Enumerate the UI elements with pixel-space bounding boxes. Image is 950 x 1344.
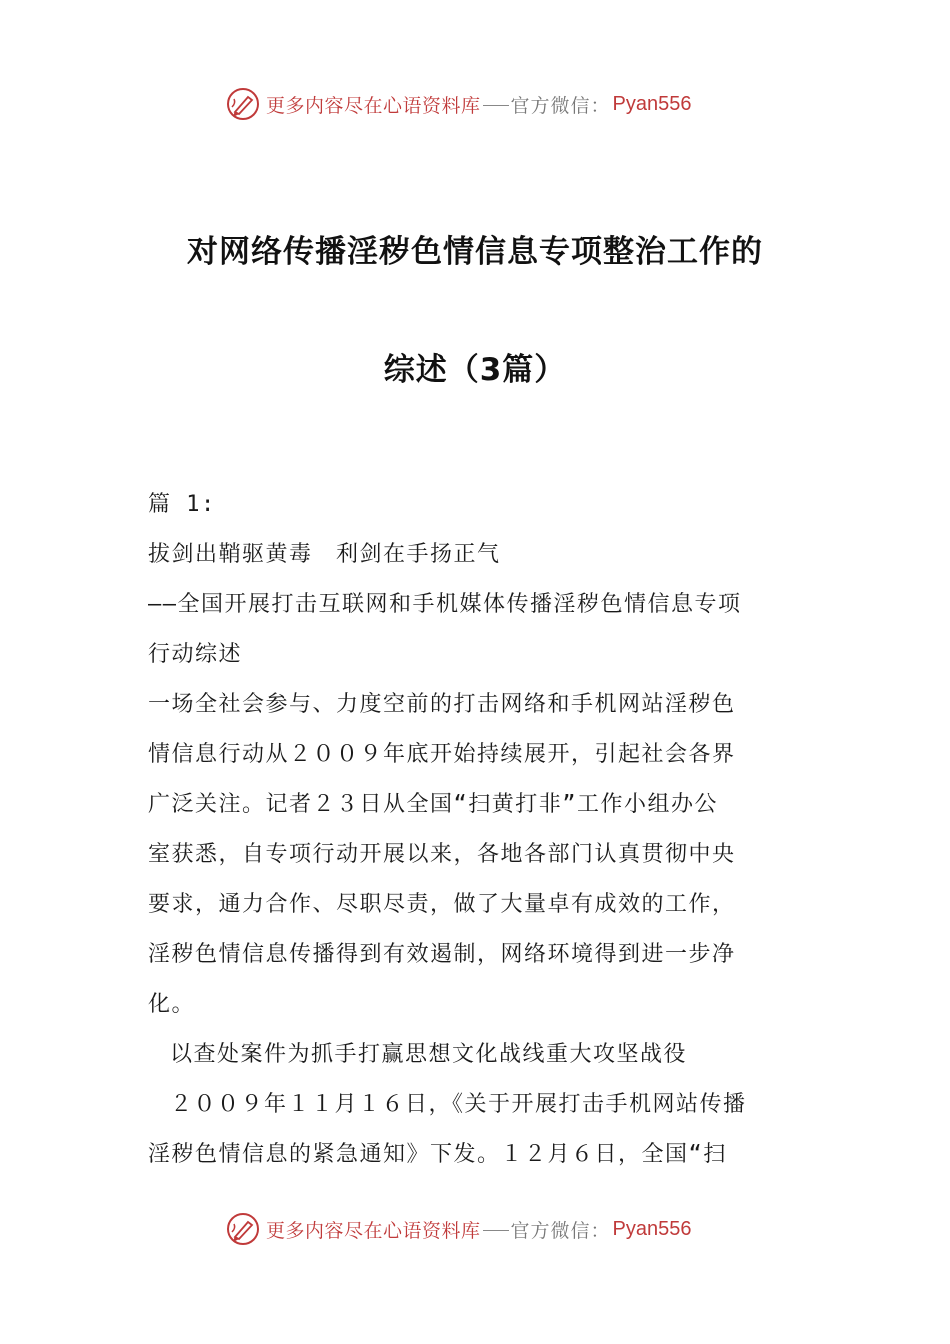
pen-logo-icon: [226, 87, 260, 121]
banner-dash-divider: [483, 105, 509, 106]
body-line: 淫秽色情信息的紧急通知》下发。１２月６日，全国“扫: [148, 1142, 727, 1167]
body-line: 室获悉，自专项行动开展以来，各地各部门认真贯彻中央: [148, 842, 736, 867]
document-title-line2: 综述（3篇）: [383, 352, 567, 388]
body-line: 行动综述: [148, 642, 243, 667]
body-line: ——全国开展打击互联网和手机媒体传播淫秽色情信息专项: [148, 592, 742, 617]
body-line: ２００９年１１月１６日，《关于开展打击手机网站传播: [170, 1092, 747, 1117]
pen-logo-icon: [226, 1212, 260, 1246]
document-title-line1: 对网络传播淫秽色情信息专项整治工作的: [187, 234, 763, 270]
body-line: 化。: [148, 992, 196, 1017]
banner-brand-text: 更多内容尽在心语资料库: [266, 1219, 481, 1242]
banner-dash-divider: [483, 1230, 509, 1231]
body-line: 淫秽色情信息传播得到有效遏制，网络环境得到进一步净: [148, 942, 736, 967]
body-line: 一场全社会参与、力度空前的打击网络和手机网站淫秽色: [148, 692, 736, 717]
footer-watermark-banner: [226, 1209, 692, 1249]
body-line: 要求，通力合作、尽职尽责，做了大量卓有成效的工作，: [148, 892, 736, 917]
banner-official-label: 官方微信：: [510, 94, 611, 117]
body-line-section-heading: 以查处案件为抓手打赢思想文化战线重大攻坚战役: [170, 1042, 688, 1067]
document-body: [148, 480, 810, 1180]
body-line: 情信息行动从２００９年底开始持续展开，引起社会各界: [148, 742, 736, 767]
banner-wechat-id: Pyan556: [612, 92, 692, 115]
banner-official-label: 官方微信：: [510, 1219, 611, 1242]
body-line-subtitle: 拔剑出鞘驱黄毒 利剑在手扬正气: [148, 542, 501, 567]
banner-brand-text: 更多内容尽在心语资料库: [266, 94, 481, 117]
header-watermark-banner: [226, 84, 692, 124]
banner-wechat-id: Pyan556: [612, 1217, 692, 1240]
body-line: 广泛关注。记者２３日从全国“扫黄打非”工作小组办公: [148, 792, 718, 817]
body-line-section-label: 篇 1:: [148, 492, 216, 517]
